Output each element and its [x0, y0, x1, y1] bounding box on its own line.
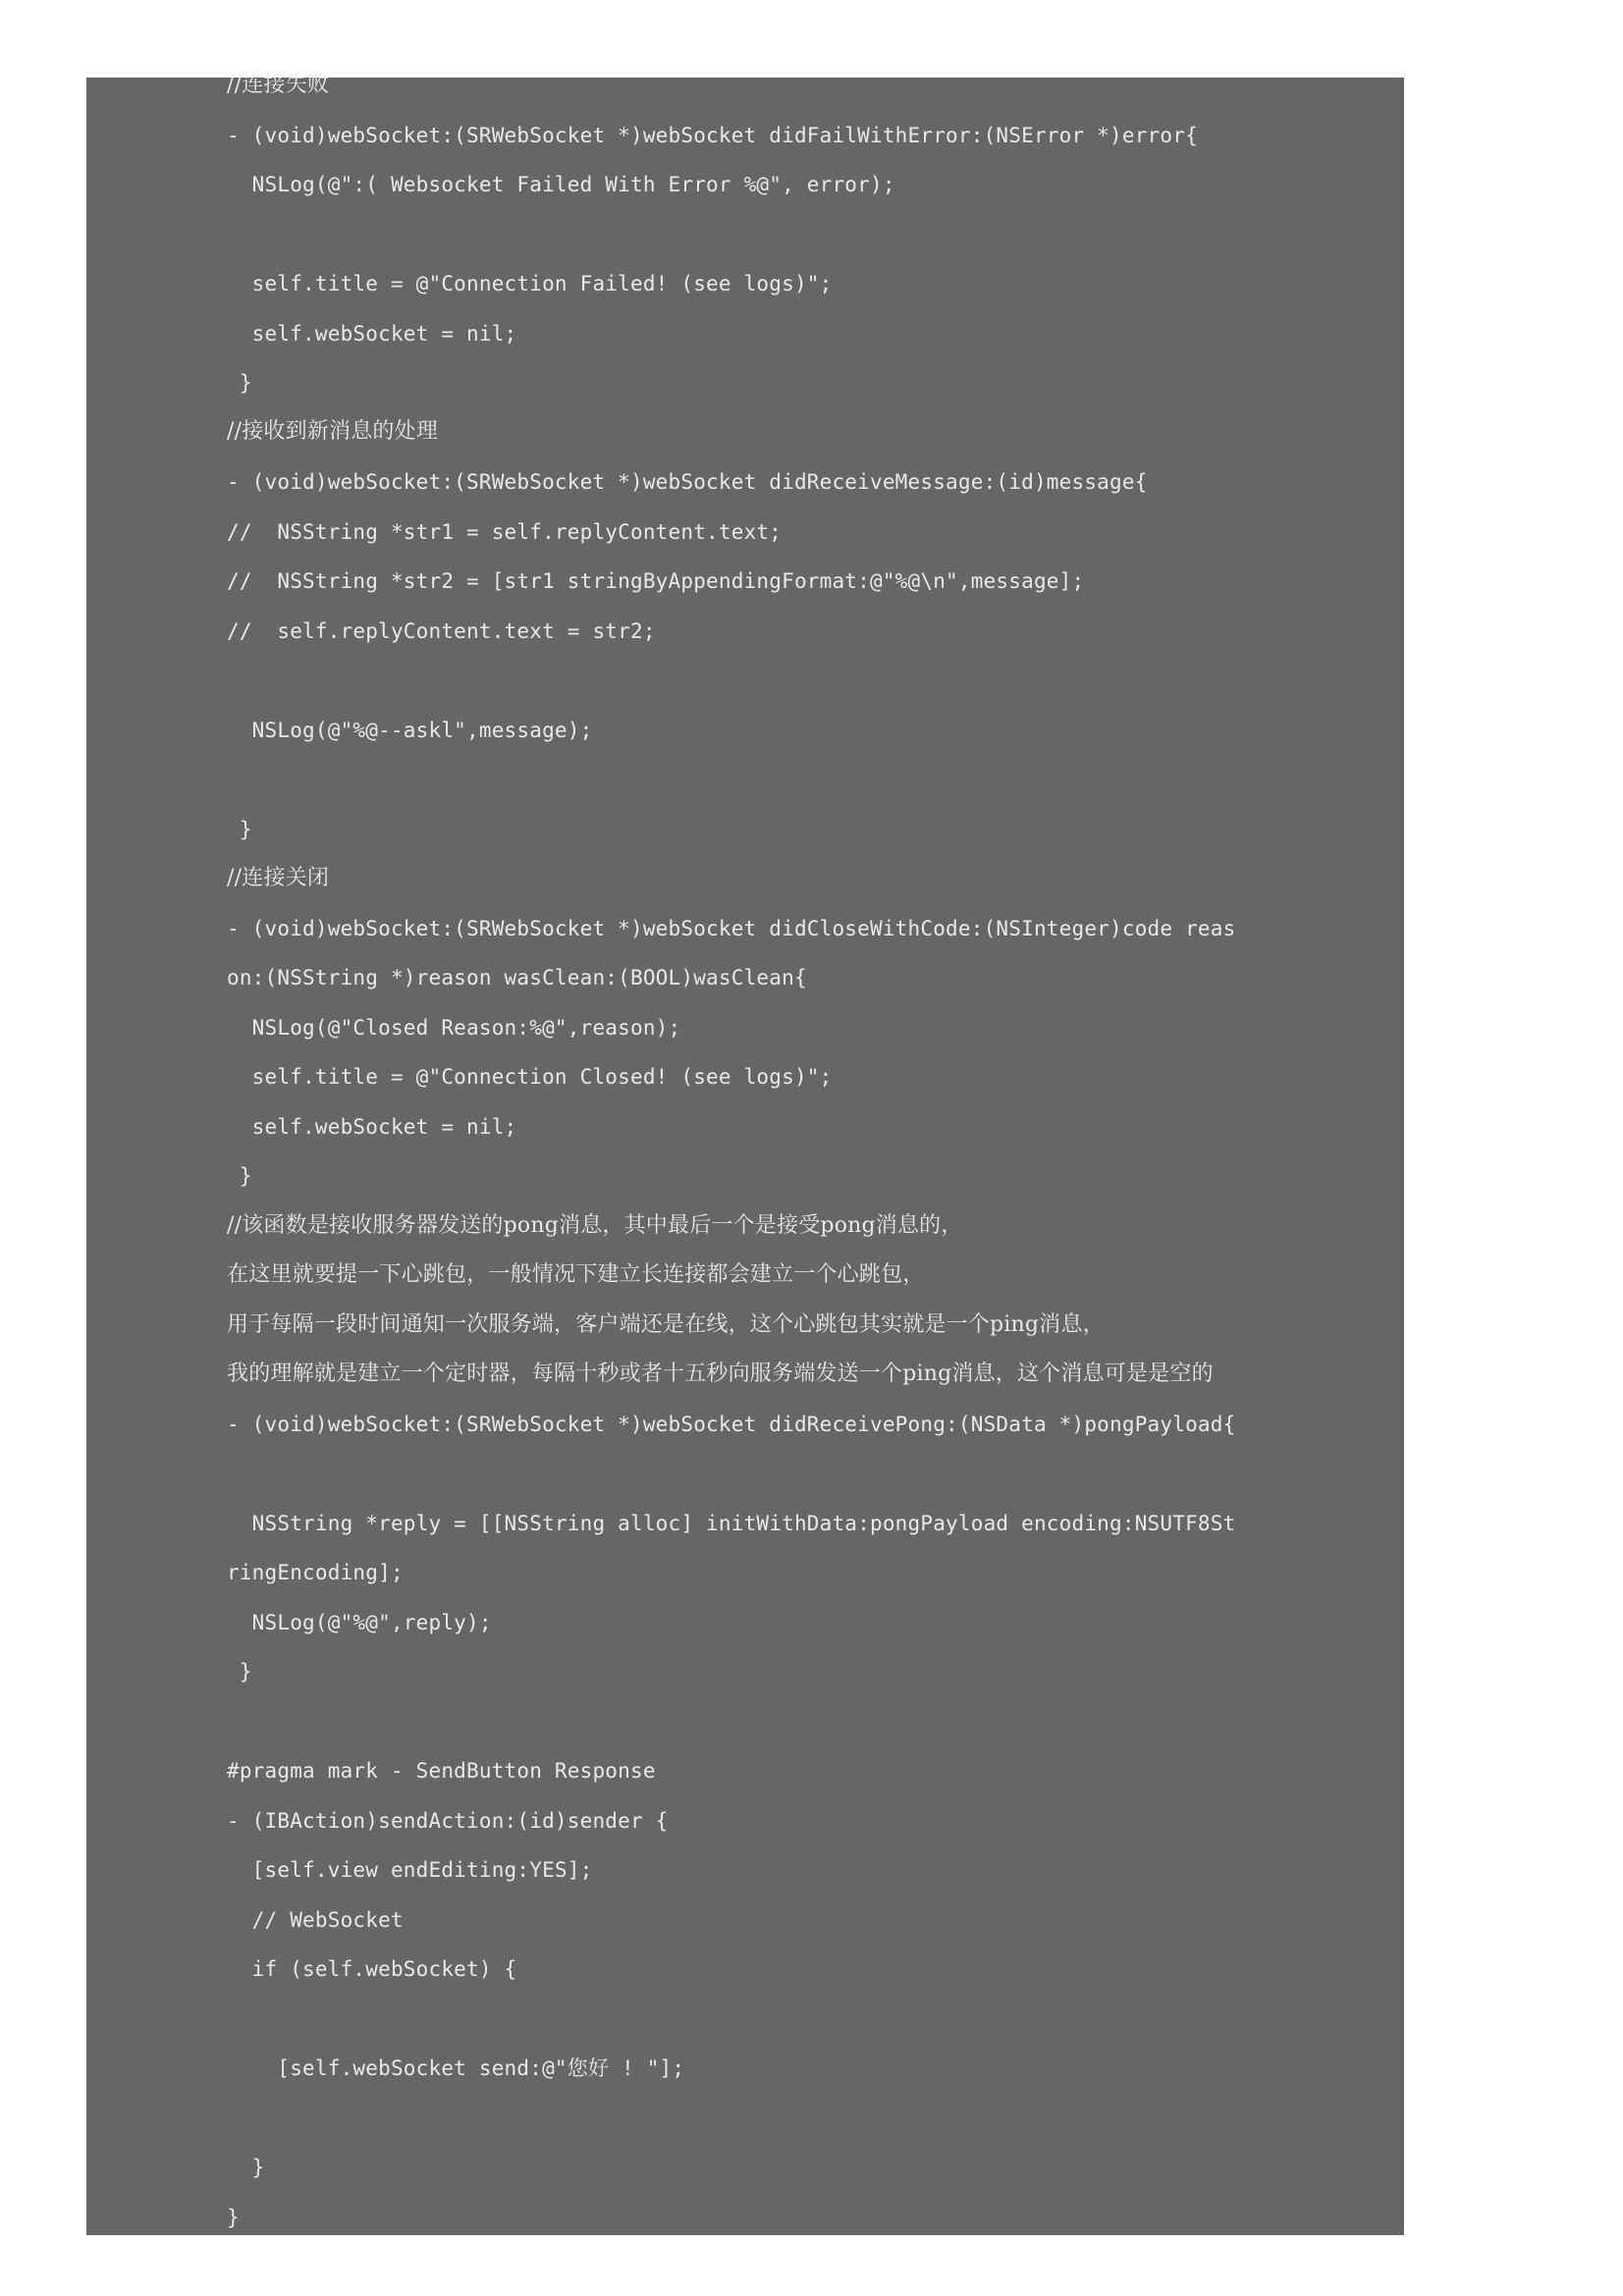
code-line: 在这里就要提一下心跳包，一般情况下建立长连接都会建立一个心跳包，	[227, 1262, 925, 1287]
code-line: - (void)webSocket:(SRWebSocket *)webSocket didReceiveMessage:(id)message{	[227, 470, 1148, 494]
code-line: [self.view endEditing:YES];	[227, 1858, 593, 1882]
code-line: #pragma mark - SendButton Response	[227, 1759, 656, 1783]
code-line: NSLog(@"%@--askl",message);	[227, 719, 593, 742]
code-line: - (IBAction)sendAction:(id)sender {	[227, 1809, 669, 1833]
code-line: self.title = @"Connection Failed! (see logs)";	[227, 272, 833, 295]
code-line: if (self.webSocket) {	[227, 1957, 517, 1981]
code-line: NSLog(@":( Websocket Failed With Error %@", error);	[227, 173, 895, 196]
code-line: }	[227, 371, 252, 395]
code-line: }	[227, 2156, 265, 2179]
code-line: - (void)webSocket:(SRWebSocket *)webSocket didReceivePong:(NSData *)pongPayload{	[227, 1413, 1236, 1436]
code-line: [self.webSocket send:@"您好 ! "];	[227, 2056, 685, 2080]
code-line: 用于每隔一段时间通知一次服务端，客户端还是在线，这个心跳包其实就是一个ping消息，	[227, 1312, 1105, 1337]
code-line: - (void)webSocket:(SRWebSocket *)webSocket didCloseWithCode:(NSInteger)code reas	[227, 917, 1236, 940]
code-line: self.title = @"Connection Closed! (see logs)";	[227, 1065, 833, 1089]
code-line: NSLog(@"%@",reply);	[227, 1611, 492, 1634]
code-line: }	[227, 818, 252, 841]
code-line: NSString *reply = [[NSString alloc] initWithData:pongPayload encoding:NSUTF8St	[227, 1512, 1236, 1535]
code-line: NSLog(@"Closed Reason:%@",reason);	[227, 1016, 681, 1040]
code-block	[86, 73, 1404, 2235]
code-line: self.webSocket = nil;	[227, 1115, 517, 1139]
code-line: on:(NSString *)reason wasClean:(BOOL)wasClean{	[227, 966, 807, 989]
code-line: // NSString *str1 = self.replyContent.text;	[227, 520, 783, 544]
code-line: //该函数是接收服务器发送的pong消息，其中最后一个是接受pong消息的，	[227, 1213, 963, 1238]
code-line: - (void)webSocket:(SRWebSocket *)webSocket didFailWithError:(NSError *)error{	[227, 124, 1198, 147]
code-line: // WebSocket	[227, 1908, 404, 1932]
code-line: }	[227, 1660, 252, 1683]
code-line: // NSString *str2 = [str1 stringByAppendingFormat:@"%@\n",message];	[227, 569, 1085, 593]
code-line: // self.replyContent.text = str2;	[227, 619, 656, 643]
code-line: //连接关闭	[227, 866, 330, 890]
code-line: self.webSocket = nil;	[227, 322, 517, 346]
code-line: }	[227, 1164, 252, 1188]
code-line: }	[227, 2206, 240, 2229]
code-line: //连接失败	[227, 73, 330, 97]
code-line: 我的理解就是建立一个定时器，每隔十秒或者十五秒向服务端发送一个ping消息，这个消息可是是空的	[227, 1362, 1214, 1386]
code-line: //接收到新消息的处理	[227, 419, 439, 444]
code-line: ringEncoding];	[227, 1561, 404, 1584]
